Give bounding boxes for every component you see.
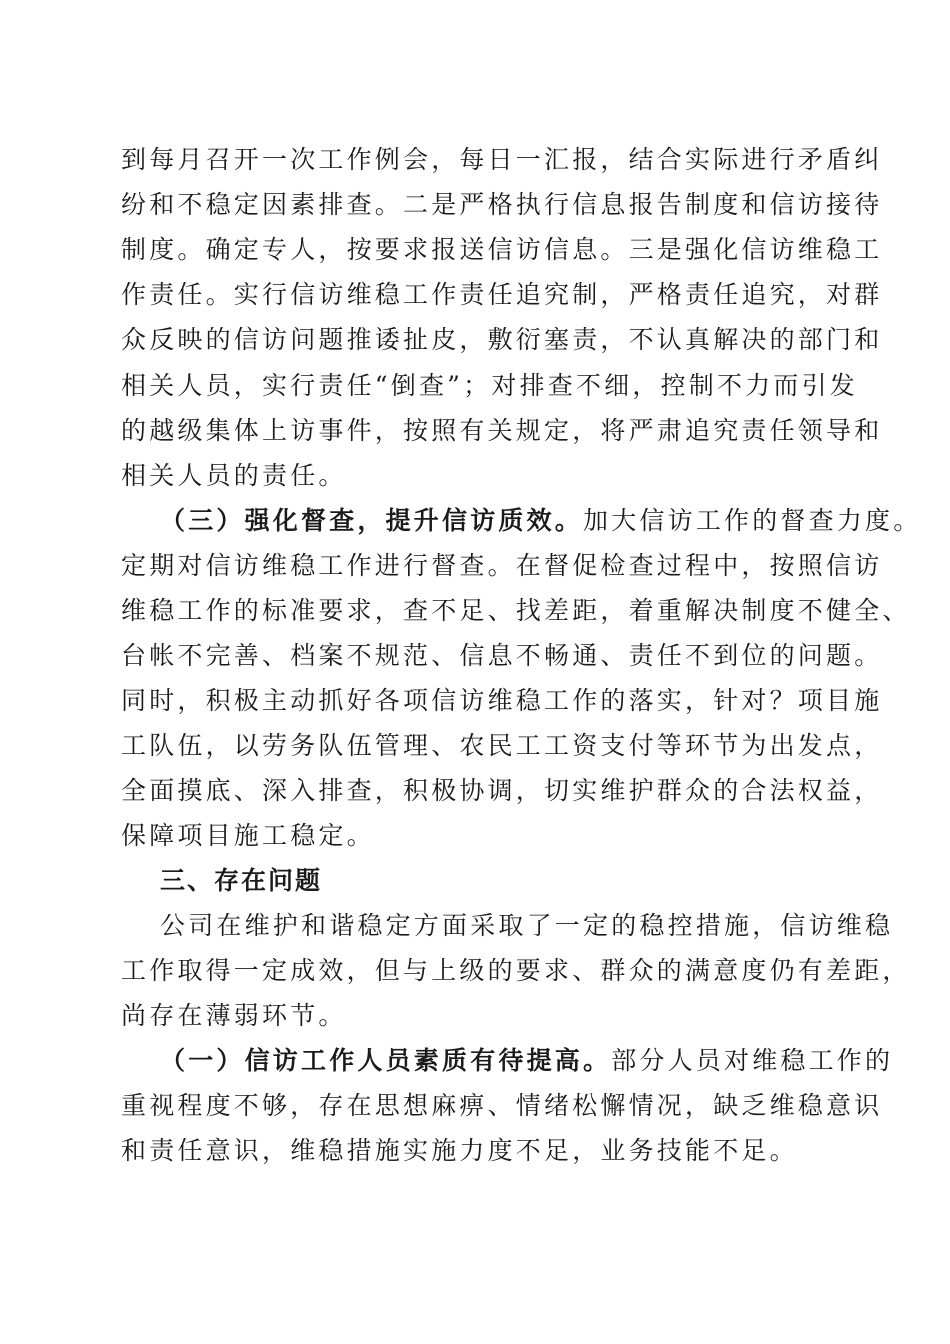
subsection-heading: （三）强化督查，提升信访质效。 — [160, 506, 584, 535]
paragraph-line: 相关人员，实行责任“倒查”；对排查不细，控制不力而引发 — [121, 371, 858, 400]
paragraph-line: 工作取得一定成效，但与上级的要求、群众的满意度仍有差距， — [121, 956, 911, 985]
paragraph-line: 重视程度不够，存在思想麻痹、情绪松懈情况，缺乏维稳意识 — [121, 1091, 883, 1120]
paragraph-line: 纷和不稳定因素排查。二是严格执行信息报告制度和信访接待 — [121, 190, 883, 219]
paragraph-line: 台帐不完善、档案不规范、信息不畅通、责任不到位的问题。 — [121, 641, 883, 670]
paragraph-line: 相关人员的责任。 — [121, 461, 347, 490]
paragraph-line: 维稳工作的标准要求，查不足、找差距，着重解决制度不健全、 — [121, 596, 911, 625]
paragraph-first-line — [160, 1041, 894, 1081]
paragraph-line: 公司在维护和谐稳定方面采取了一定的稳控措施，信访维稳 — [160, 911, 894, 940]
subsection-heading: （一）信访工作人员素质有待提高。 — [160, 1046, 612, 1075]
paragraph-line: 制度。确定专人，按要求报送信访信息。三是强化信访维稳工 — [121, 235, 883, 264]
paragraph-line: 定期对信访维稳工作进行督查。在督促检查过程中，按照信访 — [121, 551, 883, 580]
paragraph-line: 工队伍，以劳务队伍管理、农民工工资支付等环节为出发点， — [121, 731, 883, 760]
section-heading: 三、存在问题 — [160, 866, 323, 895]
paragraph-line: 尚存在薄弱环节。 — [121, 1001, 347, 1030]
paragraph-text: 部分人员对维稳工作的 — [611, 1046, 894, 1075]
paragraph-line: 和责任意识，维稳措施实施力度不足，业务技能不足。 — [121, 1136, 798, 1165]
paragraph-line: 的越级集体上访事件，按照有关规定，将严肃追究责任领导和 — [121, 416, 883, 445]
paragraph-line: 作责任。实行信访维稳工作责任追究制，严格责任追究，对群 — [121, 280, 883, 309]
paragraph-text: 加大信访工作的督查力度。 — [583, 506, 922, 535]
paragraph-line: 保障项目施工稳定。 — [121, 821, 375, 850]
paragraph-line: 同时，积极主动抓好各项信访维稳工作的落实，针对？项目施 — [121, 686, 883, 715]
paragraph-line: 众反映的信访问题推诿扯皮，敷衍塞责，不认真解决的部门和 — [121, 325, 883, 354]
paragraph-first-line — [160, 501, 922, 541]
paragraph-line: 全面摸底、深入排查，积极协调，切实维护群众的合法权益， — [121, 776, 883, 805]
paragraph-line: 到每月召开一次工作例会，每日一汇报，结合实际进行矛盾纠 — [121, 145, 883, 174]
